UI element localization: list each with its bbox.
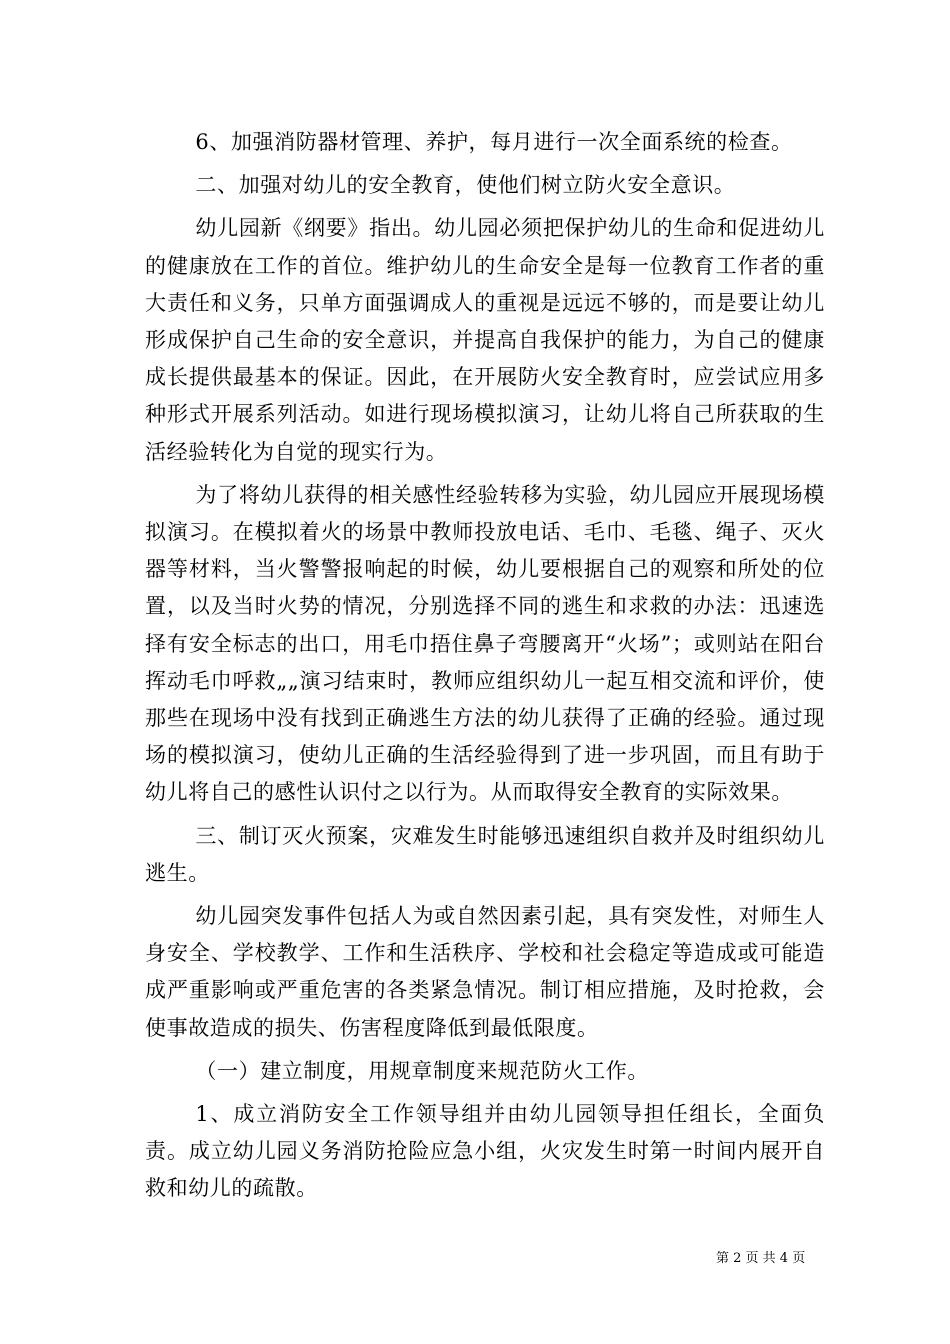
- subheading-build-system: （一）建立制度，用规章制度来规范防火工作。: [195, 1058, 649, 1083]
- paragraph-leadership-group: 1、成立消防安全工作领导组并由幼儿园领导担任组长，全面负责。成立幼儿园义务消防抢险应急小组，火灾发生时第一时间内展开自救和幼儿的疏散。: [145, 1102, 825, 1201]
- page-number: 第 2 页 共 4 页: [716, 1251, 806, 1266]
- paragraph-guideline: 幼儿园新《纲要》指出。幼儿园必须把保护幼儿的生命和促进幼儿的健康放在工作的首位。维护幼儿的生命安全是每一位教育工作者的重大责任和义务，只单方面强调成人的重视是远远不够的，而是要让幼儿形成保护自己生命的安全意识，并提高自我保护的能力，为自己的健康成长提供最基本的保证。因此，在开展防火安全教育时，应尝试应用多种形式开展系列活动。如进行现场模拟演习，让幼儿将自己所获取的生活经验转化为自觉的现实行为。: [145, 216, 825, 464]
- paragraph-equipment-check: 6、加强消防器材管理、养护，每月进行一次全面系统的检查。: [195, 130, 793, 154]
- paragraph-simulation-drill: 为了将幼儿获得的相关感性经验转移为实验，幼儿园应开展现场模拟演习。在模拟着火的场景中教师投放电话、毛巾、毛毯、绳子、灭火器等材料，当火警警报响起的时候，幼儿要根据自己的观察和所处的位置，以及当时火势的情况，分别选择不同的逃生和求救的办法：迅速选择有安全标志的出口，用毛巾捂住鼻子弯腰离开“火场”；或则站在阳台挥动毛巾呼救„„演习结束时，教师应组织幼儿一起互相交流和评价，使那些在现场中没有找到正确逃生方法的幼儿获得了正确的经验。通过现场的模拟演习，使幼儿正确的生活经验得到了进一步巩固，而且有助于幼儿将自己的感性认识付之以行为。从而取得安全教育的实际效果。: [145, 482, 825, 805]
- paragraph-emergencies: 幼儿园突发事件包括人为或自然因素引起，具有突发性，对师生人身安全、学校教学、工作和生活秩序、学校和社会稳定等造成或可能造成严重影响或严重危害的各类紧急情况。制订相应措施，及时抢救，会使事故造成的损失、伤害程度降低到最低限度。: [145, 904, 825, 1040]
- heading-fire-plan: 三、制订灭火预案，灾难发生时能够迅速组织自救并及时组织幼儿逃生。: [145, 823, 825, 885]
- document-body: [145, 124, 825, 1208]
- heading-safety-education: 二、加强对幼儿的安全教育，使他们树立防火安全意识。: [195, 173, 736, 198]
